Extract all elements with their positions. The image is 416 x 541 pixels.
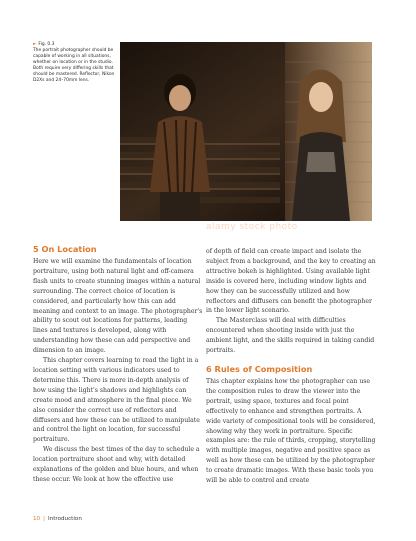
footer-separator: | bbox=[43, 516, 46, 522]
portrait-photo bbox=[120, 42, 372, 221]
caption-text: The portrait photographer should be capable of working in all situations, whether on location or in the studio. Both require very differing skills that should be mastered. bbox=[33, 48, 114, 77]
figure-label: ► Fig. 0.3 bbox=[33, 42, 55, 47]
paragraph: We discuss the best times of the day to schedule a location portraiture shoot and why, with detailed explanations of the golden and blue hours, and when these occur. We look at how the effective use bbox=[33, 446, 200, 483]
right-column bbox=[206, 247, 376, 486]
photograph-icon bbox=[120, 42, 372, 221]
section-heading-on-location: 5 On Location bbox=[33, 244, 97, 254]
section-heading-rules-of-composition: 6 Rules of Composition bbox=[206, 363, 313, 374]
paragraph: The Masterclass will deal with difficulties encountered when shooting inside with just the ambient light, and the skills required in taking candid portraits. bbox=[206, 317, 375, 355]
paragraph: Here we will examine the fundamentals of location portraiture, using both natural light and off-camera flash units to create stunning images within a natural surrounding. The correct choice of location is considered, and particularly how this can add meaning and context to an image. The photographer's ability to scout out locations for patterns, leading lines and textures is developed, along with understanding how these can add perspective and dimension to an image. bbox=[33, 258, 203, 355]
watermark-text: alamy stock photo bbox=[206, 222, 298, 232]
paragraph: This chapter covers learning to read the light in a location setting with various indicators used to determine this. There is more in-depth analysis of how using the light's shadows and highlights can create mood and atmosphere in the final piece. We also consider the correct use of reflectors and diffusers and how these can be utilized to manipulate and control the light on location, for successful portraiture. bbox=[33, 357, 200, 444]
page-footer bbox=[33, 516, 82, 522]
paragraph: of depth of field can create impact and isolate the subject from a background, and the key to creating an attractive bokeh is highlighted. Using available light inside is covered here, including window lights and how they can be successfully utilized and how reflectors and diffusers can benefit the photographer in the lower light scenario. bbox=[206, 248, 376, 315]
left-column bbox=[33, 244, 203, 485]
figure-caption bbox=[33, 42, 115, 84]
paragraph: This chapter explains how the photographer can use the composition rules to draw the viewer into the portrait, using space, textures and focal point effectively to enhance and strengthen portraits. A wide variety of compositional tools will be considered, showing why they work in portraiture. Specific examples are: the rule of thirds, cropping, storytelling with multiple images, negative and positive space as well as how these can be utilized by the photographer to create dramatic images. With these basic tools you will be able to control and create bbox=[206, 377, 376, 485]
caption-equipment: Reflector, Nikon D2Xs and 24–70mm lens. bbox=[33, 72, 115, 83]
page-number: 10 bbox=[33, 516, 41, 522]
footer-section: Introduction bbox=[48, 516, 82, 522]
triangle-icon: ► bbox=[33, 42, 37, 47]
